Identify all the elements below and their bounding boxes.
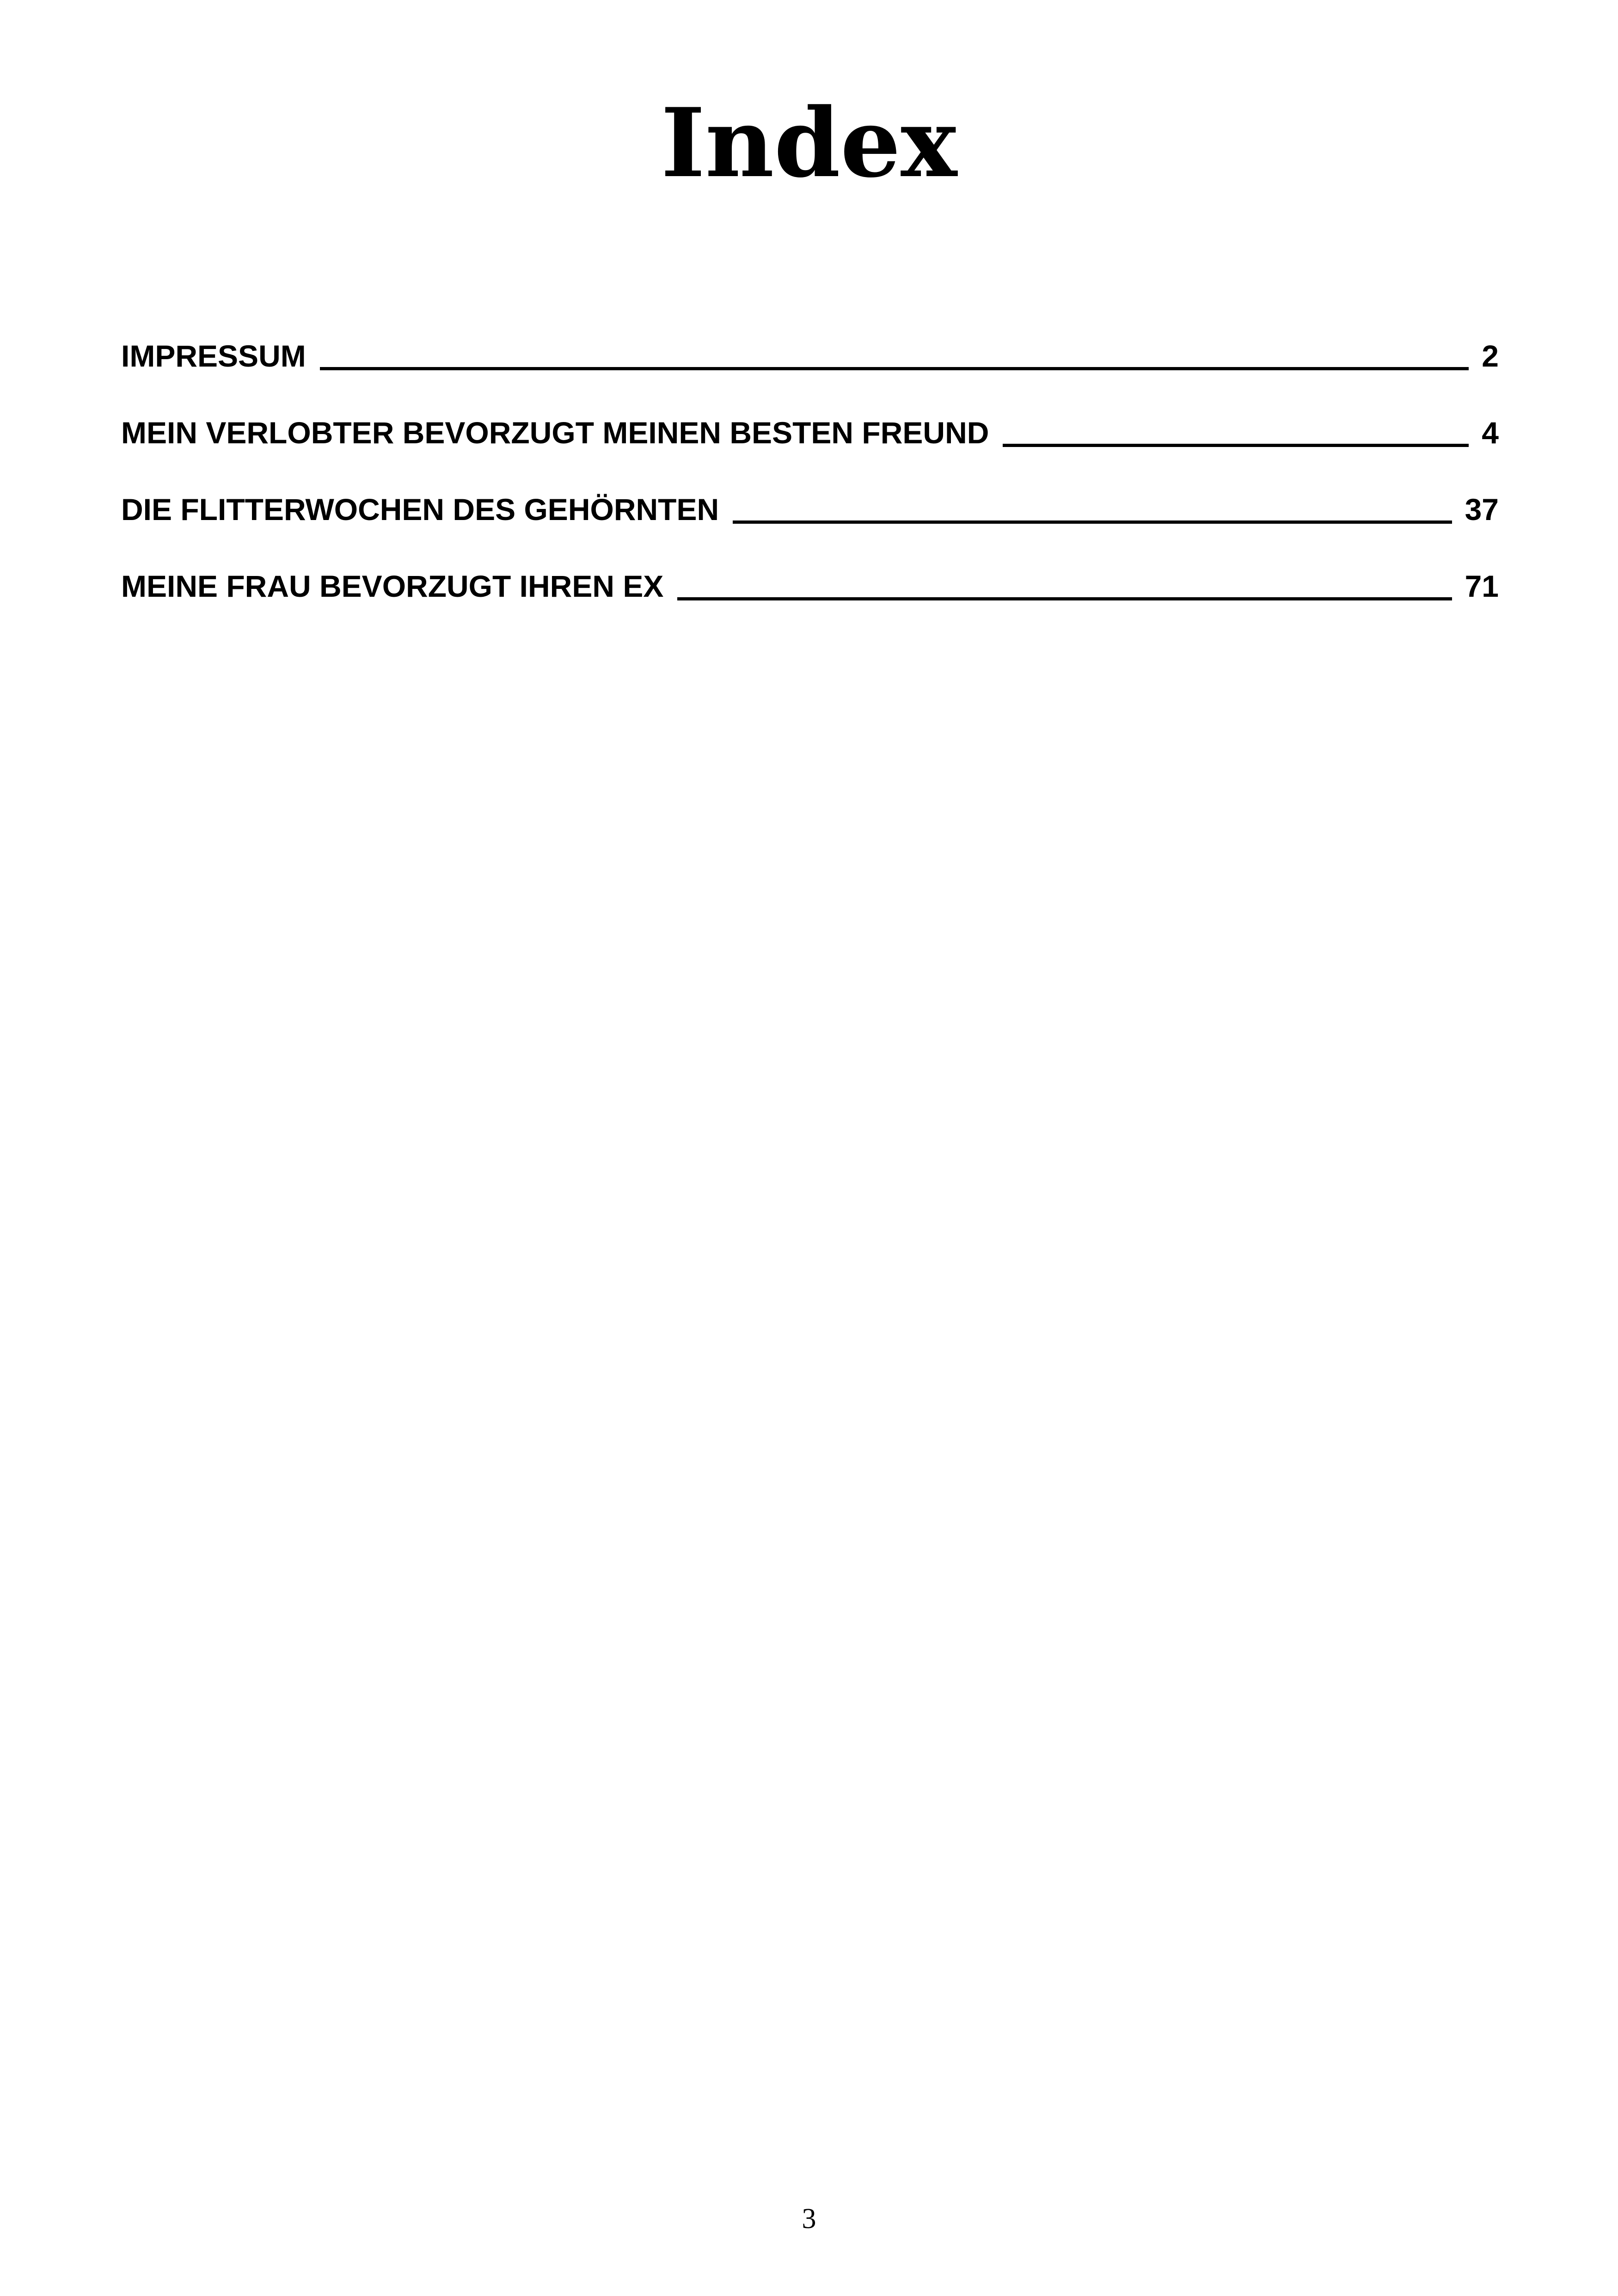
toc-leader-line xyxy=(677,597,1452,600)
toc-entry-label: MEIN VERLOBTER BEVORZUGT MEINEN BESTEN FREUND xyxy=(121,416,989,450)
toc-entry-impressum[interactable] xyxy=(121,328,1499,405)
toc-entry-label: DIE FLITTERWOCHEN DES GEHÖRNTEN xyxy=(121,492,719,527)
page-number: 3 xyxy=(802,2203,816,2235)
toc-leader-line xyxy=(733,520,1452,524)
toc-entry-flitterwochen[interactable] xyxy=(121,482,1499,558)
toc-entry-label: IMPRESSUM xyxy=(121,339,306,373)
toc-entry-label: MEINE FRAU BEVORZUGT IHREN EX xyxy=(121,569,664,603)
toc-entry-mein-verlobter[interactable] xyxy=(121,405,1499,482)
toc-leader-line xyxy=(1003,444,1469,447)
table-of-contents xyxy=(121,328,1499,635)
page-title: Index xyxy=(661,88,957,199)
toc-entry-page: 71 xyxy=(1465,569,1499,603)
toc-entry-page: 4 xyxy=(1482,416,1499,450)
toc-entry-page: 37 xyxy=(1465,492,1499,527)
toc-entry-meine-frau[interactable] xyxy=(121,558,1499,635)
toc-leader-line xyxy=(320,367,1469,370)
toc-entry-page: 2 xyxy=(1482,339,1499,373)
